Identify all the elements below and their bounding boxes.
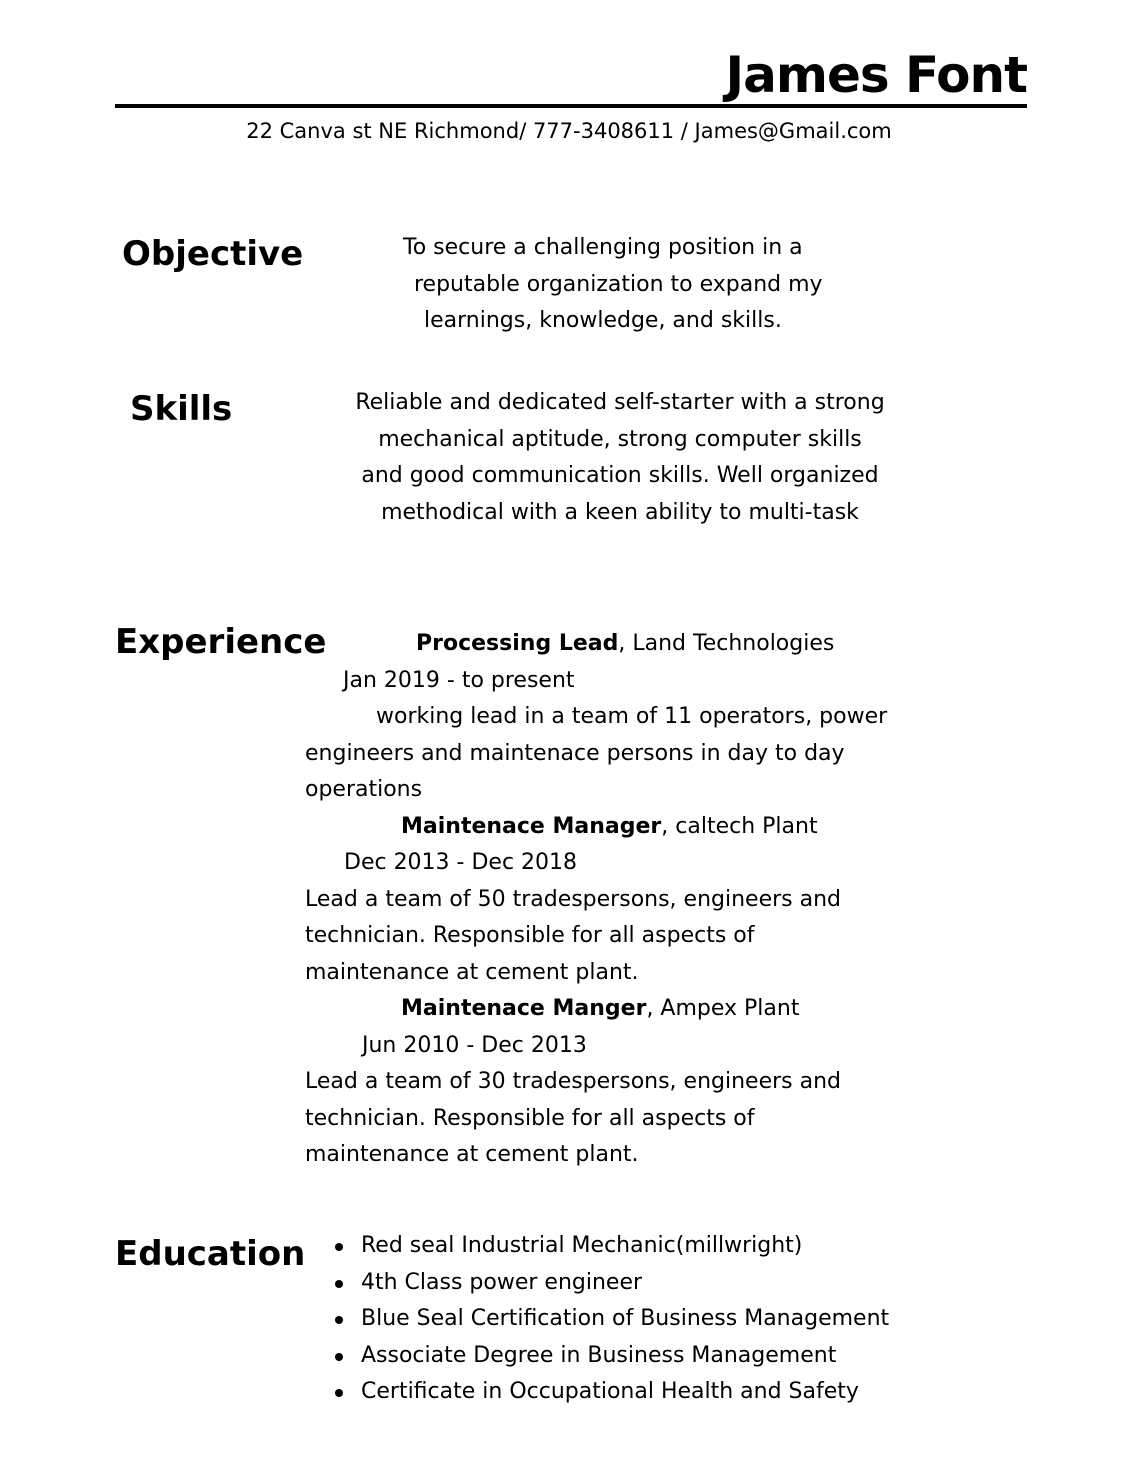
- education-heading: Education: [115, 1234, 306, 1274]
- experience-list: [305, 626, 887, 1174]
- job-description-line: operations: [305, 777, 423, 802]
- objective-text: [403, 230, 823, 340]
- skills-line: Reliable and dedicated self-starter with a strong: [355, 390, 885, 415]
- objective-heading: Objective: [122, 234, 304, 274]
- skills-text: [310, 385, 930, 531]
- job-dates: Jan 2019 - to present: [343, 667, 575, 693]
- job-company: , Ampex Plant: [646, 996, 800, 1021]
- contact-text: 22 Canva st NE Richmond/ 777-3408611 / James@Gmail.com: [246, 119, 892, 143]
- education-item: Certificate in Occupational Health and Safety: [320, 1374, 889, 1411]
- candidate-name: James Font: [725, 46, 1027, 104]
- job-description-line: technician. Responsible for all aspects of: [305, 1105, 755, 1131]
- skills-line: methodical with a keen ability to multi-task: [381, 499, 859, 525]
- job-company: , caltech Plant: [661, 813, 818, 839]
- education-item: 4th Class power engineer: [320, 1265, 889, 1302]
- objective-line: reputable organization to expand my: [414, 271, 823, 297]
- skills-heading: Skills: [130, 389, 233, 429]
- job-title-line: [305, 809, 887, 846]
- job-dates: Dec 2013 - Dec 2018: [344, 850, 578, 875]
- skills-line: mechanical aptitude, strong computer skills: [378, 426, 862, 452]
- job-title: Processing Lead: [416, 631, 619, 656]
- education-item: Red seal Industrial Mechanic(millwright): [320, 1228, 889, 1265]
- job-description-line: Lead a team of 50 tradespersons, engineers and: [305, 886, 842, 912]
- objective-line: To secure a challenging position in a: [403, 235, 803, 260]
- skills-line: and good communication skills. Well organized: [361, 463, 879, 488]
- experience-heading: Experience: [115, 622, 327, 662]
- job-dates: Jun 2010 - Dec 2013: [362, 1032, 587, 1058]
- header-divider: [115, 104, 1027, 108]
- job-description-line: Lead a team of 30 tradespersons, engineers and: [305, 1069, 842, 1094]
- education-item: Associate Degree in Business Management: [320, 1338, 889, 1375]
- job-title: Maintenace Manger: [401, 996, 647, 1021]
- job-description-line: engineers and maintenace persons in day to day: [305, 740, 845, 766]
- job-description-line: technician. Responsible for all aspects of: [305, 923, 755, 948]
- contact-line: [0, 117, 1140, 145]
- education-list: [320, 1228, 889, 1411]
- education-item: Blue Seal Certification of Business Management: [320, 1301, 889, 1338]
- job-title-line: [305, 991, 887, 1028]
- job-title-line: [305, 626, 887, 663]
- job-title: Maintenace Manager: [401, 813, 662, 839]
- job-description-line: maintenance at cement plant.: [305, 959, 639, 985]
- job-company: , Land Technologies: [618, 631, 835, 656]
- job-description-line: working lead in a team of 11 operators, power: [376, 704, 888, 729]
- objective-line: learnings, knowledge, and skills.: [424, 308, 782, 333]
- job-description-line: maintenance at cement plant.: [305, 1142, 639, 1167]
